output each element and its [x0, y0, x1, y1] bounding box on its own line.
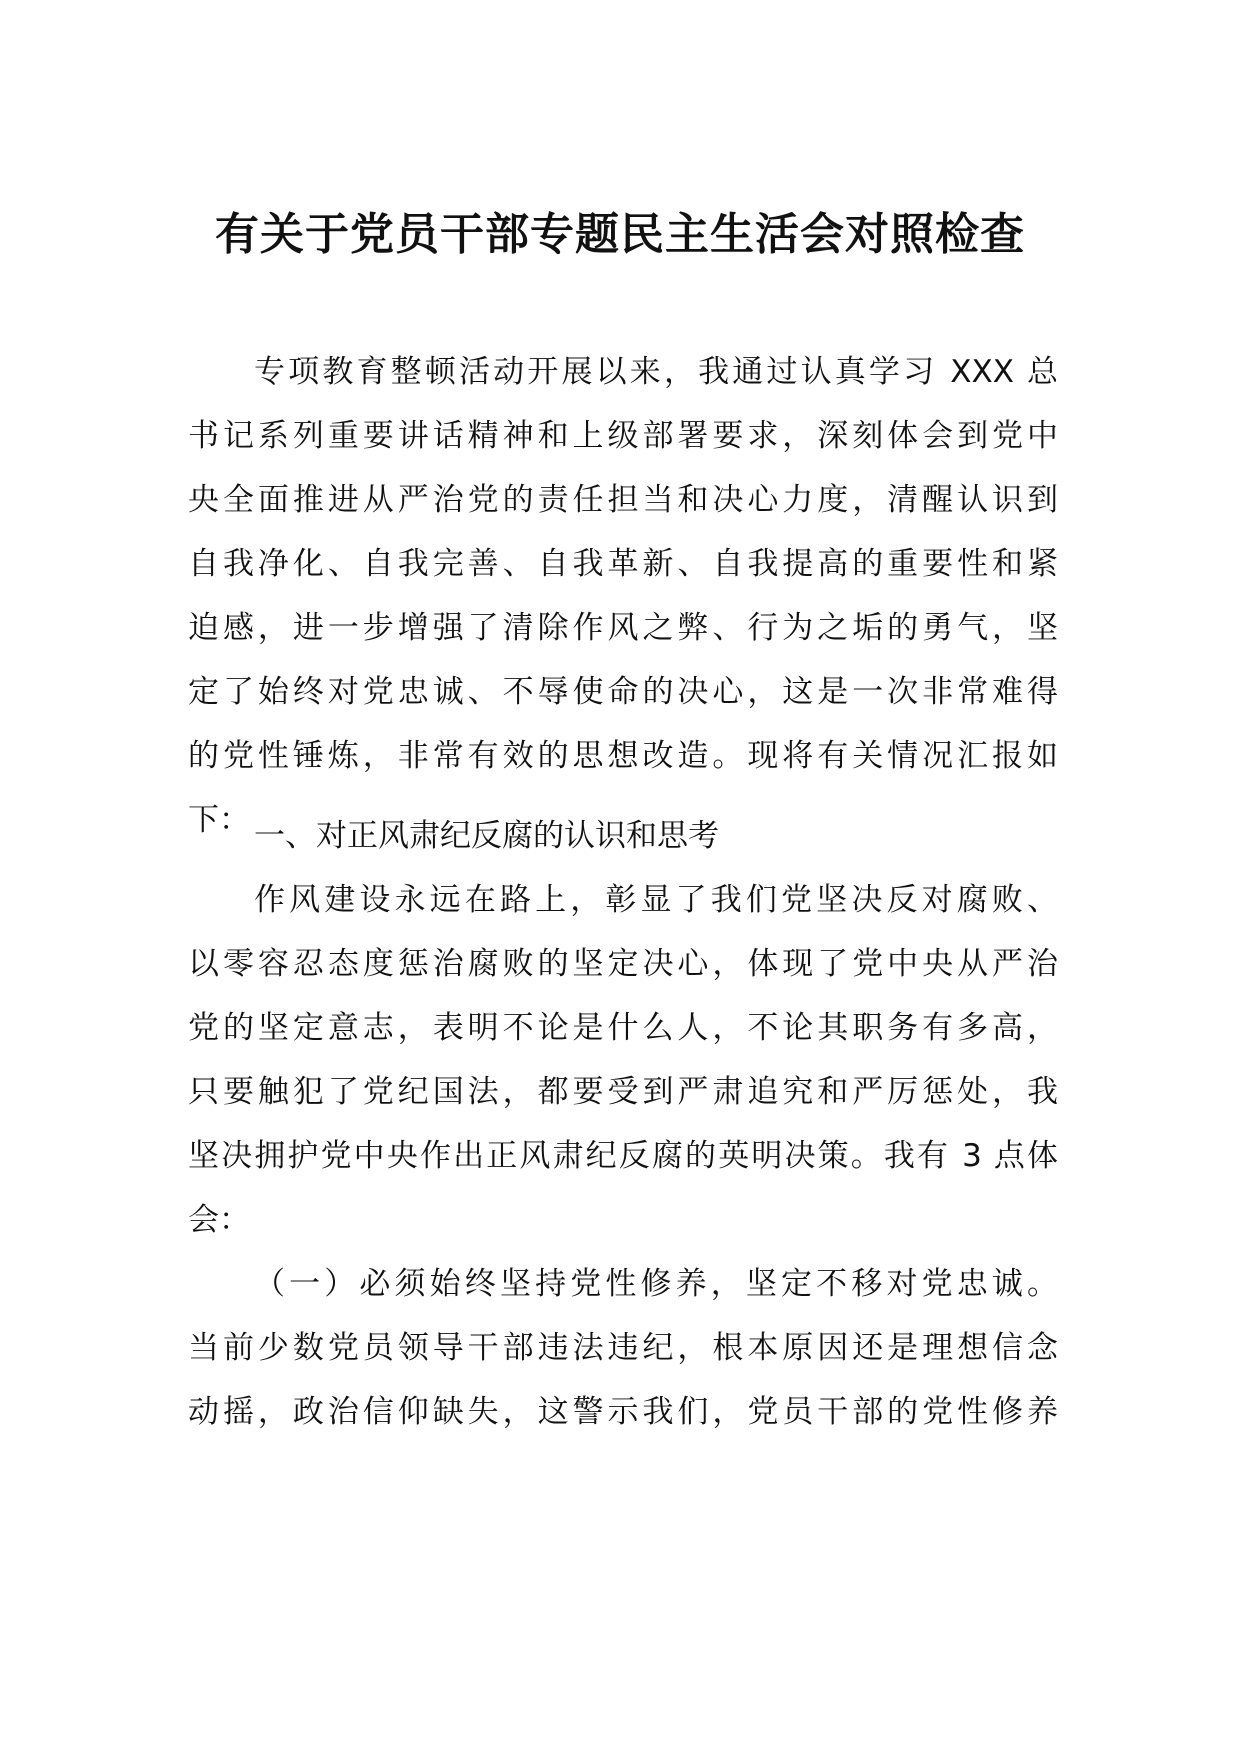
- paragraph-line: 会：: [188, 1202, 250, 1238]
- section-heading-1: [188, 804, 1058, 868]
- paragraph-line: 当前少数党员领导干部违法违纪，根本原因还是理想信念: [188, 1330, 1058, 1366]
- paragraph-subsection-1: [188, 1252, 1058, 1444]
- document-title: 有关于党员干部专题民主生活会对照检查: [215, 209, 1025, 260]
- paragraph-line: （一）必须始终坚持党性修养，坚定不移对党忠诚。: [254, 1266, 1058, 1302]
- paragraph-line: 央全面推进从严治党的责任担当和决心力度，清醒认识到: [188, 482, 1058, 518]
- paragraph-line: 专项教育整顿活动开展以来，我通过认真学习 XXX 总: [254, 354, 1058, 390]
- paragraph-line: 党的坚定意志，表明不论是什么人，不论其职务有多高，: [188, 1010, 1058, 1046]
- paragraph-intro: [188, 340, 1058, 852]
- paragraph-line: 只要触犯了党纪国法，都要受到严肃追究和严厉惩处，我: [188, 1074, 1058, 1110]
- paragraph-line: 以零容忍态度惩治腐败的坚定决心，体现了党中央从严治: [188, 946, 1058, 982]
- paragraph-line: 书记系列重要讲话精神和上级部署要求，深刻体会到党中: [188, 418, 1058, 454]
- paragraph-line: 定了始终对党忠诚、不辱使命的决心，这是一次非常难得: [188, 674, 1058, 710]
- paragraph-line: 自我净化、自我完善、自我革新、自我提高的重要性和紧: [188, 546, 1058, 582]
- section-heading-text: 一、对正风肃纪反腐的认识和思考: [254, 818, 719, 854]
- paragraph-line: 迫感，进一步增强了清除作风之弊、行为之垢的勇气，坚: [188, 610, 1058, 646]
- paragraph-line: 作风建设永远在路上，彰显了我们党坚决反对腐败、: [254, 882, 1058, 918]
- paragraph-section-1: [188, 868, 1058, 1252]
- paragraph-line: 的党性锤炼，非常有效的思想改造。现将有关情况汇报如: [188, 738, 1058, 774]
- paragraph-line: 坚决拥护党中央作出正风肃纪反腐的英明决策。我有 3 点体: [188, 1138, 1058, 1174]
- paragraph-line: 下：: [188, 802, 250, 838]
- paragraph-line: 动摇，政治信仰缺失，这警示我们，党员干部的党性修养: [188, 1394, 1058, 1430]
